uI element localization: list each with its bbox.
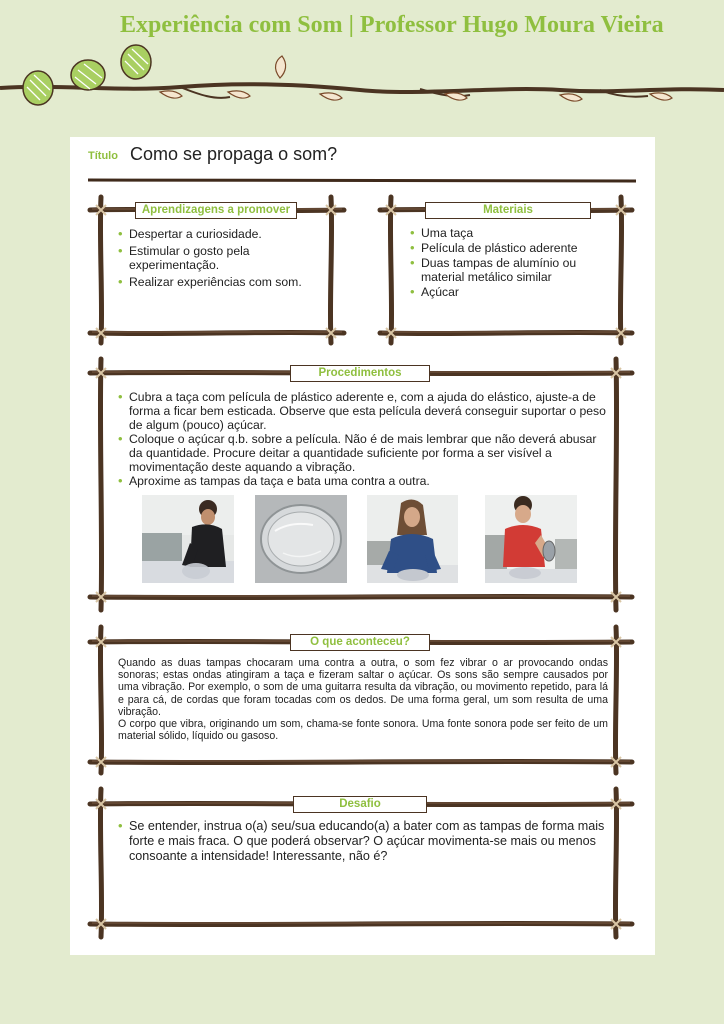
experiment-photo-2: [255, 495, 347, 583]
procedimentos-label: Procedimentos: [290, 365, 430, 382]
list-item: • Açúcar: [410, 284, 459, 299]
list-item: • Estimular o gosto pela experimentação.: [118, 243, 250, 272]
aprendizagens-list: [118, 227, 323, 289]
list-item: • Película de plástico aderente: [410, 240, 578, 255]
materiais-label: Materiais: [425, 202, 591, 219]
title-divider: [86, 177, 638, 185]
aprendizagens-label: Aprendizagens a promover: [135, 202, 297, 219]
desafio-frame: [88, 787, 634, 939]
list-item: • Se entender, instrua o(a) seu/sua educando(a) a bater com as tampas de forma mais forte e mais fraca. O que poderá observar? O açúcar movimenta-se mais ou menos consoante a intensidade! Interessante, não é?: [118, 818, 605, 863]
experiment-photo-3: [367, 495, 458, 583]
page-title: Como se propaga o som?: [130, 144, 338, 164]
branch-decoration: [0, 40, 724, 110]
leaf-icon: [160, 56, 672, 101]
list-item: • Cubra a taça com película de plástico aderente e, com a ajuda do elástico, ajuste-a de forma a ficar bem esticada. Observe que esta película deverá conseguir suportar o peso de algum (pouco) açúcar.: [118, 389, 606, 432]
list-item: • Coloque o açúcar q.b. sobre a película. Não é de mais lembrar que não deverá abusar da quantidade. Procure deitar a quantidade suficiente por forma a ser visível a movimentação deste aquando a vibração.: [118, 431, 597, 474]
list-item: • Uma taça: [410, 225, 474, 240]
procedimentos-frame: [88, 357, 634, 612]
experiment-photo-4: [485, 495, 577, 583]
procedimentos-list: [118, 390, 608, 488]
list-item: • Duas tampas de alumínio ou material metálico similar: [410, 255, 577, 284]
list-item: • Realizar experiências com som.: [118, 274, 302, 289]
acorn-icon: [71, 60, 105, 90]
acorn-icon: [121, 45, 151, 79]
aconteceu-paragraph-2: O corpo que vibra, originando um som, chama-se fonte sonora. Uma fonte sonora pode ser feito de um material sólido, líquido ou gasoso.: [118, 718, 608, 743]
list-item: • Aproxime as tampas da taça e bata uma contra a outra.: [118, 473, 430, 488]
aconteceu-frame: [88, 625, 634, 775]
materiais-list: [410, 226, 610, 299]
list-item: • Despertar a curiosidade.: [118, 226, 262, 241]
aprendizagens-frame: [88, 195, 346, 345]
aconteceu-paragraph-1: Quando as duas tampas chocaram uma contra a outra, o som fez vibrar o ar provocando ondas sonoras; estas ondas atingiram a taça e fizeram saltar o açúcar. Os sons são sempre causados por uma vibração. Por exemplo, o som de uma guitarra resulta da vibração, ou movimento repetido, para lá e para cá, de cordas que foram tocadas com os dedos. De uma forma geral, um som resulta de uma vibração.: [118, 657, 608, 718]
aconteceu-label: O que aconteceu?: [290, 634, 430, 651]
header-title: Experiência com Som | Professor Hugo Moura Vieira: [120, 12, 664, 38]
materiais-frame: [378, 195, 634, 345]
acorn-icon: [23, 71, 53, 105]
title-label: Título: [88, 150, 118, 162]
experiment-photo-1: [142, 495, 234, 583]
desafio-label: Desafio: [293, 796, 427, 813]
desafio-list: [118, 819, 608, 864]
